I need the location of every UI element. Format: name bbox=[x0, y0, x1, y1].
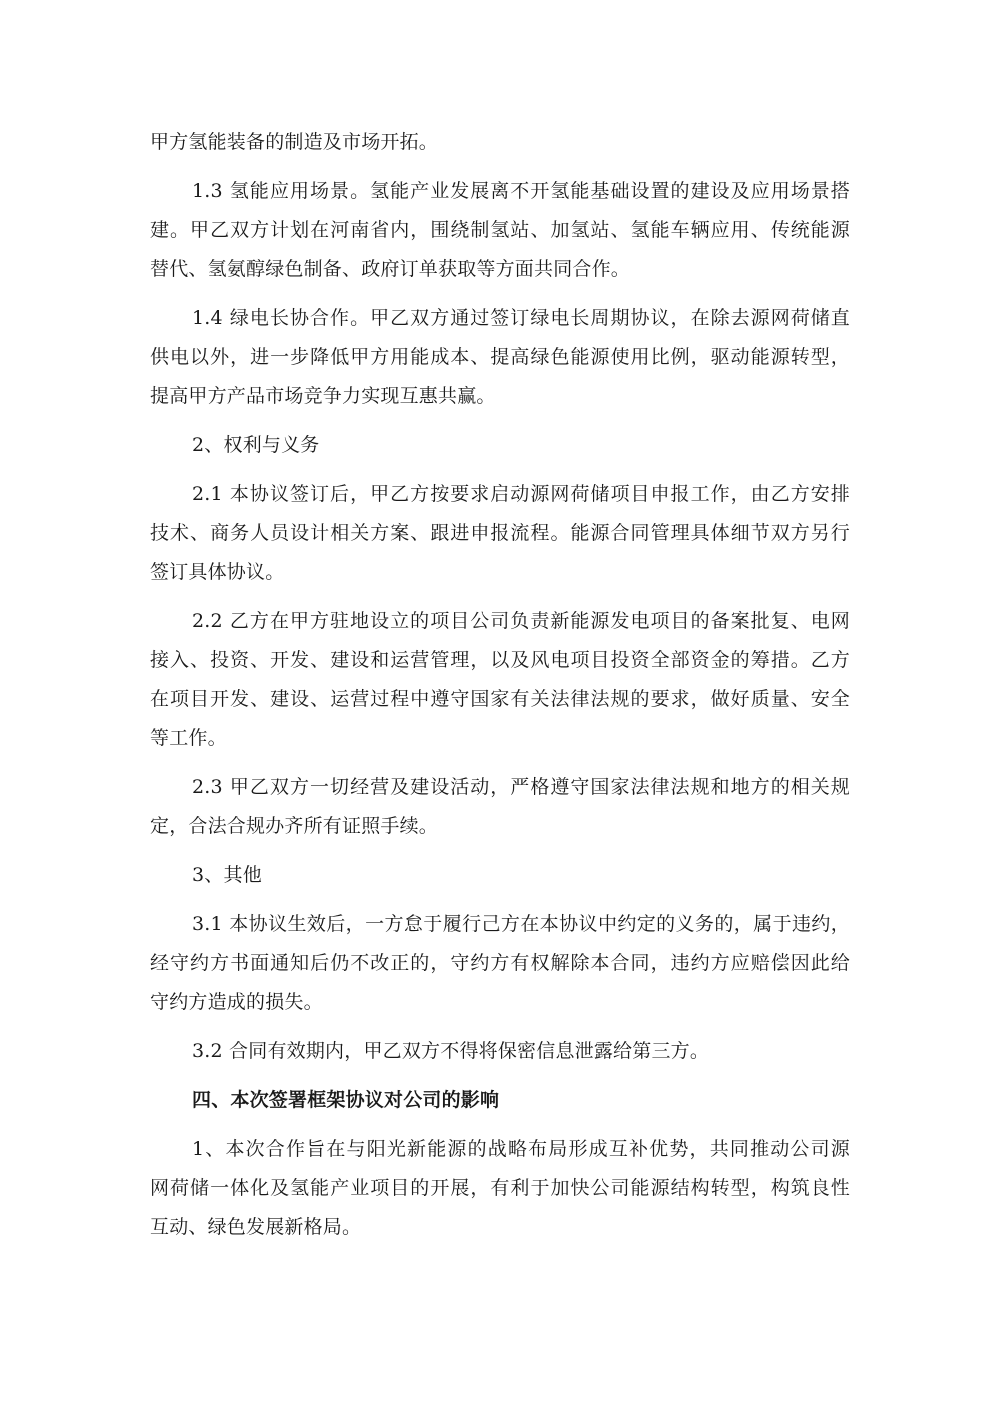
paragraph-line: 替代、氢氨醇绿色制备、政府订单获取等方面共同合作。 bbox=[150, 258, 631, 280]
paragraph-line: 甲方氢能装备的制造及市场开拓。 bbox=[150, 131, 439, 153]
section-heading: 2、权利与义务 bbox=[192, 434, 320, 456]
paragraph-line: 签订具体协议。 bbox=[150, 561, 285, 583]
paragraph-line: 2.1 本协议签订后，甲乙方按要求启动源网荷储项目申报工作，由乙方安排 bbox=[192, 483, 850, 505]
paragraph-line: 定，合法合规办齐所有证照手续。 bbox=[150, 815, 439, 837]
paragraph-line: 建。甲乙双方计划在河南省内，围绕制氢站、加氢站、氢能车辆应用、传统能源 bbox=[150, 219, 850, 241]
section-heading: 3、其他 bbox=[192, 864, 262, 886]
paragraph-line: 1.3 氢能应用场景。氢能产业发展离不开氢能基础设置的建设及应用场景搭 bbox=[192, 180, 850, 202]
chapter-heading: 四、本次签署框架协议对公司的影响 bbox=[192, 1089, 500, 1111]
paragraph-line: 接入、投资、开发、建设和运营管理，以及风电项目投资全部资金的筹措。乙方 bbox=[150, 649, 850, 671]
paragraph-line: 1.4 绿电长协合作。甲乙双方通过签订绿电长周期协议，在除去源网荷储直 bbox=[192, 307, 850, 329]
paragraph-line: 1、本次合作旨在与阳光新能源的战略布局形成互补优势，共同推动公司源 bbox=[192, 1138, 850, 1160]
paragraph-line: 3.2 合同有效期内，甲乙双方不得将保密信息泄露给第三方。 bbox=[192, 1040, 710, 1062]
paragraph-line: 互动、绿色发展新格局。 bbox=[150, 1216, 362, 1238]
paragraph-line: 技术、商务人员设计相关方案、跟进申报流程。能源合同管理具体细节双方另行 bbox=[150, 522, 850, 544]
paragraph-line: 经守约方书面通知后仍不改正的，守约方有权解除本合同，违约方应赔偿因此给 bbox=[150, 952, 850, 974]
paragraph-line: 供电以外，进一步降低甲方用能成本、提高绿色能源使用比例，驱动能源转型， bbox=[150, 346, 850, 368]
paragraph-line: 2.2 乙方在甲方驻地设立的项目公司负责新能源发电项目的备案批复、电网 bbox=[192, 610, 850, 632]
paragraph-line: 2.3 甲乙双方一切经营及建设活动，严格遵守国家法律法规和地方的相关规 bbox=[192, 776, 850, 798]
paragraph-line: 等工作。 bbox=[150, 727, 227, 749]
paragraph-line: 守约方造成的损失。 bbox=[150, 991, 323, 1013]
paragraph-line: 在项目开发、建设、运营过程中遵守国家有关法律法规的要求，做好质量、安全 bbox=[150, 688, 850, 710]
paragraph-line: 3.1 本协议生效后，一方怠于履行己方在本协议中约定的义务的，属于违约， bbox=[192, 913, 850, 935]
paragraph-line: 提高甲方产品市场竞争力实现互惠共赢。 bbox=[150, 385, 496, 407]
paragraph-line: 网荷储一体化及氢能产业项目的开展，有利于加快公司能源结构转型，构筑良性 bbox=[150, 1177, 850, 1199]
